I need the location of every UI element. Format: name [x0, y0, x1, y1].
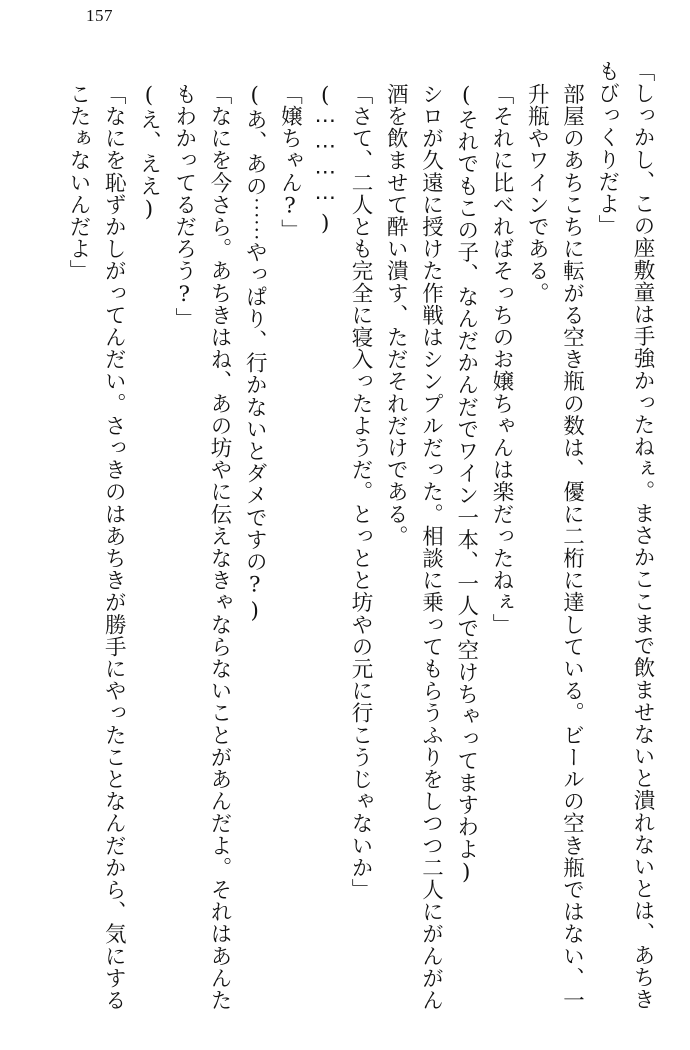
page-body-text	[36, 60, 660, 1026]
body-paragraph: 「さて、二人とも完全に寝入ったようだ。とっとと坊やの元に行こうじゃないか」	[348, 82, 373, 901]
body-paragraph: 「なにを恥ずかしがってんだい。さっきのはあちきが勝手にやったことなんだから、気にするこたぁないんだよ」	[66, 82, 127, 1011]
body-paragraph: 「嬢ちゃん?」	[277, 82, 303, 241]
body-paragraph: シロが久遠に授けた作戦はシンプルだった。相談に乗ってもらうふりをしつつ二人にがんがん酒を飲ませて酔い潰す、ただそれだけである。	[383, 82, 444, 1011]
body-paragraph: 「それに比べればそっちのお嬢ちゃんは楽だったねぇ」	[489, 82, 514, 636]
body-paragraph: 「しっかし、この座敷童は手強かったねぇ。まさかここまで飲ませないと潰れないとは、あちきもびっくりだよ」	[594, 60, 655, 1011]
body-paragraph: (あ、あの⋯⋯やっぱり、行かないとダメですの?)	[242, 82, 268, 624]
body-paragraph: (⋯⋯⋯⋯)	[312, 82, 338, 237]
page-number: 157	[86, 6, 113, 25]
body-paragraph: (それでもこの子、なんだかんだでワイン一本、一人で空けちゃってますわよ)	[453, 82, 479, 886]
body-paragraph: (え、ええ)	[136, 82, 162, 223]
body-paragraph: 部屋のあちこちに転がる空き瓶の数は、優に二桁に達している。ビールの空き瓶ではない、一升瓶やワインである。	[524, 82, 585, 1011]
body-paragraph: 「なにを今さら。あちきはね、あの坊やに伝えなきゃならないことがあんだよ。それはあんたもわかってるだろう?」	[171, 82, 232, 1011]
